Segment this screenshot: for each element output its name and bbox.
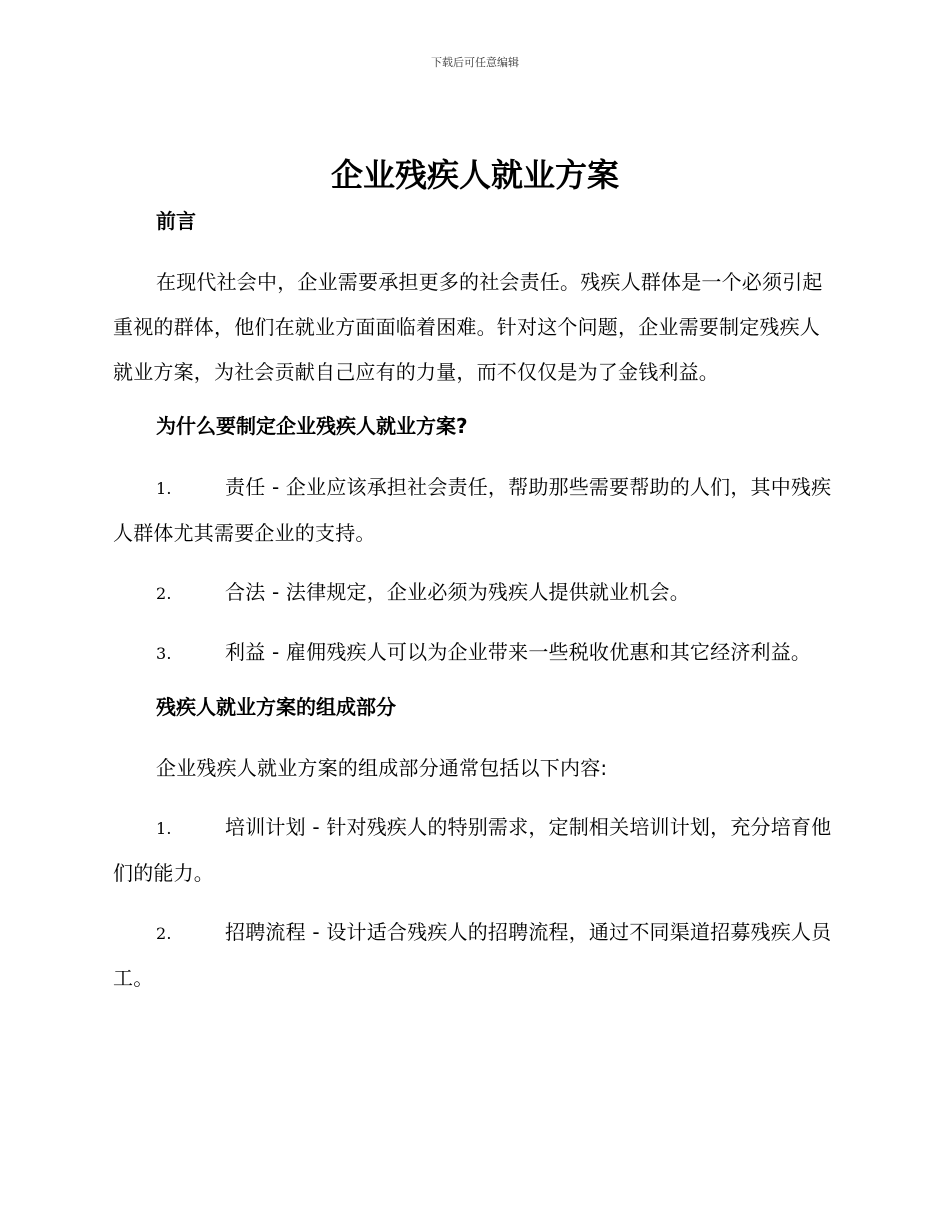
- document-title: 企业残疾人就业方案: [330, 156, 619, 194]
- list-item: [113, 805, 833, 896]
- list-item: [113, 630, 833, 676]
- components-intro: 企业残疾人就业方案的组成部分通常包括以下内容:: [156, 756, 608, 780]
- preface-paragraph: 在现代社会中，企业需要承担更多的社会责任。残疾人群体是一个必须引起重视的群体，他们在就业方面面临着困难。针对这个问题，企业需要制定残疾人就业方案，为社会贡献自己应有的力量，而不仅仅是为了金钱利益。: [113, 270, 823, 384]
- list-item: [113, 570, 833, 616]
- page-header: 下载后可任意编辑: [431, 56, 519, 69]
- list-text: 责任 - 企业应该承担社会责任，帮助那些需要帮助的人们，其中残疾人群体尤其需要企业的支持。: [113, 475, 832, 545]
- list-text: 招聘流程 - 设计适合残疾人的招聘流程，通过不同渠道招募残疾人员工。: [113, 920, 832, 990]
- list-number: 1.: [156, 479, 172, 498]
- section-heading-why: 为什么要制定企业残疾人就业方案?: [156, 414, 468, 438]
- list-number: 3.: [156, 644, 172, 663]
- list-number: 1.: [156, 819, 172, 838]
- list-text: 合法 - 法律规定，企业必须为残疾人提供就业机会。: [225, 580, 690, 604]
- list-text: 利益 - 雇佣残疾人可以为企业带来一些税收优惠和其它经济利益。: [225, 640, 812, 664]
- section-heading-components: 残疾人就业方案的组成部分: [156, 695, 396, 719]
- document-body: [113, 204, 833, 1001]
- section-heading-preface: 前言: [156, 209, 196, 233]
- list-item: [113, 465, 833, 556]
- list-number: 2.: [156, 584, 172, 603]
- list-item: [113, 910, 833, 1001]
- list-text: 培训计划 - 针对残疾人的特别需求，定制相关培训计划，充分培育他们的能力。: [113, 815, 832, 885]
- list-number: 2.: [156, 924, 172, 943]
